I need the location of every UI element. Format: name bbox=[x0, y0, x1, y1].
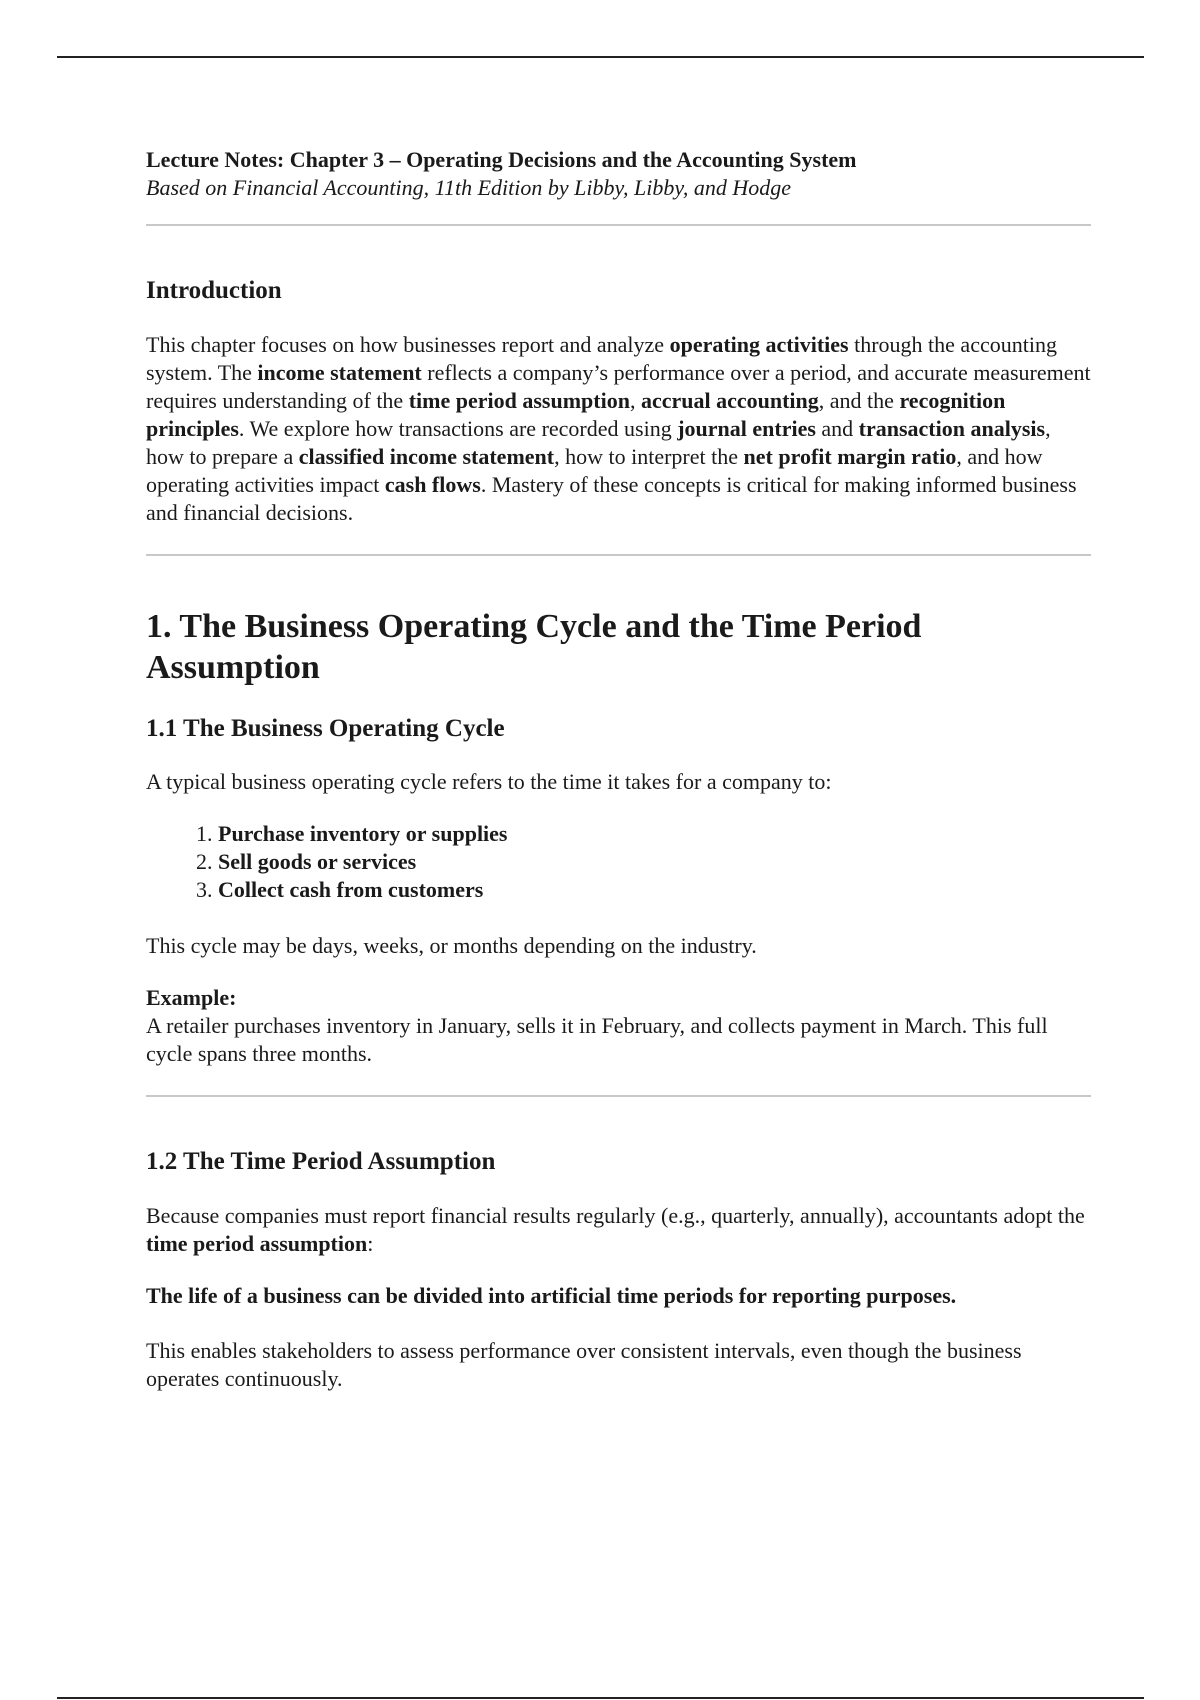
intro-text: reflects a company’s performance over a period, and accurate measurement requires understanding of the bbox=[146, 360, 1091, 413]
example-text: A retailer purchases inventory in January, sells it in February, and collects payment in March. This full cycle spans three months. bbox=[146, 1013, 1048, 1066]
page-top-rule bbox=[57, 56, 1144, 58]
key-term: time period assumption bbox=[408, 388, 630, 413]
operating-cycle-lead: A typical business operating cycle refers to the time it takes for a company to: bbox=[146, 769, 832, 794]
key-term: classified income statement bbox=[298, 444, 555, 469]
key-term: cash flows bbox=[384, 472, 481, 497]
document-title: Lecture Notes: Chapter 3 – Operating Decisions and the Accounting System bbox=[146, 147, 857, 172]
key-term: transaction analysis bbox=[858, 416, 1046, 441]
section-1-2-heading: 1.2 The Time Period Assumption bbox=[146, 1148, 496, 1175]
intro-text: . Mastery of these concepts is critical for making informed business and financial decisions. bbox=[146, 472, 1077, 525]
section-1-heading: 1. The Business Operating Cycle and the Time Period Assumption bbox=[146, 608, 922, 686]
intro-text: through the accounting system. The bbox=[146, 332, 1057, 385]
time-period-closing: This enables stakeholders to assess performance over consistent intervals, even though the business operates continuously. bbox=[146, 1338, 1022, 1391]
page-bottom-rule bbox=[57, 1697, 1144, 1699]
list-item: 2. Sell goods or services bbox=[218, 848, 1091, 876]
intro-text: , bbox=[629, 388, 641, 413]
intro-text: This chapter focuses on how businesses report and analyze bbox=[146, 332, 670, 357]
key-term: accrual accounting bbox=[640, 388, 819, 413]
intro-text: , how to prepare a bbox=[146, 416, 1051, 469]
time-period-term: time period assumption bbox=[146, 1231, 368, 1256]
key-term: journal entries bbox=[677, 416, 816, 441]
section-1-1-heading: 1.1 The Business Operating Cycle bbox=[146, 715, 505, 742]
key-term: net profit margin ratio bbox=[743, 444, 957, 469]
intro-text: and bbox=[815, 416, 859, 441]
divider bbox=[146, 1095, 1091, 1097]
operating-cycle-note: This cycle may be days, weeks, or months depending on the industry. bbox=[146, 933, 757, 958]
intro-text: , and how operating activities impact bbox=[146, 444, 1043, 497]
list-item: 3. Collect cash from customers bbox=[218, 876, 1091, 904]
document-body bbox=[146, 146, 1091, 1393]
key-term: recognition principles bbox=[146, 388, 1006, 441]
divider bbox=[146, 224, 1091, 226]
introduction-heading: Introduction bbox=[146, 277, 282, 304]
intro-text: , and the bbox=[818, 388, 900, 413]
time-period-statement: The life of a business can be divided into artificial time periods for reporting purposes. bbox=[146, 1283, 957, 1308]
divider bbox=[146, 554, 1091, 556]
document-subtitle: Based on Financial Accounting, 11th Edition by Libby, Libby, and Hodge bbox=[146, 175, 792, 200]
key-term: operating activities bbox=[669, 332, 849, 357]
operating-cycle-steps bbox=[146, 820, 1091, 904]
time-period-lead-text: Because companies must report financial results regularly (e.g., quarterly, annually), accountants adopt the bbox=[146, 1203, 1085, 1228]
intro-text: , how to interpret the bbox=[554, 444, 744, 469]
introduction-paragraph bbox=[146, 331, 1091, 527]
list-item: 1. Purchase inventory or supplies bbox=[218, 820, 1091, 848]
time-period-lead-end: : bbox=[367, 1231, 374, 1256]
key-term: income statement bbox=[257, 360, 422, 385]
example-label: Example: bbox=[146, 985, 237, 1010]
intro-text: . We explore how transactions are recorded using bbox=[238, 416, 678, 441]
time-period-lead bbox=[146, 1202, 1091, 1258]
